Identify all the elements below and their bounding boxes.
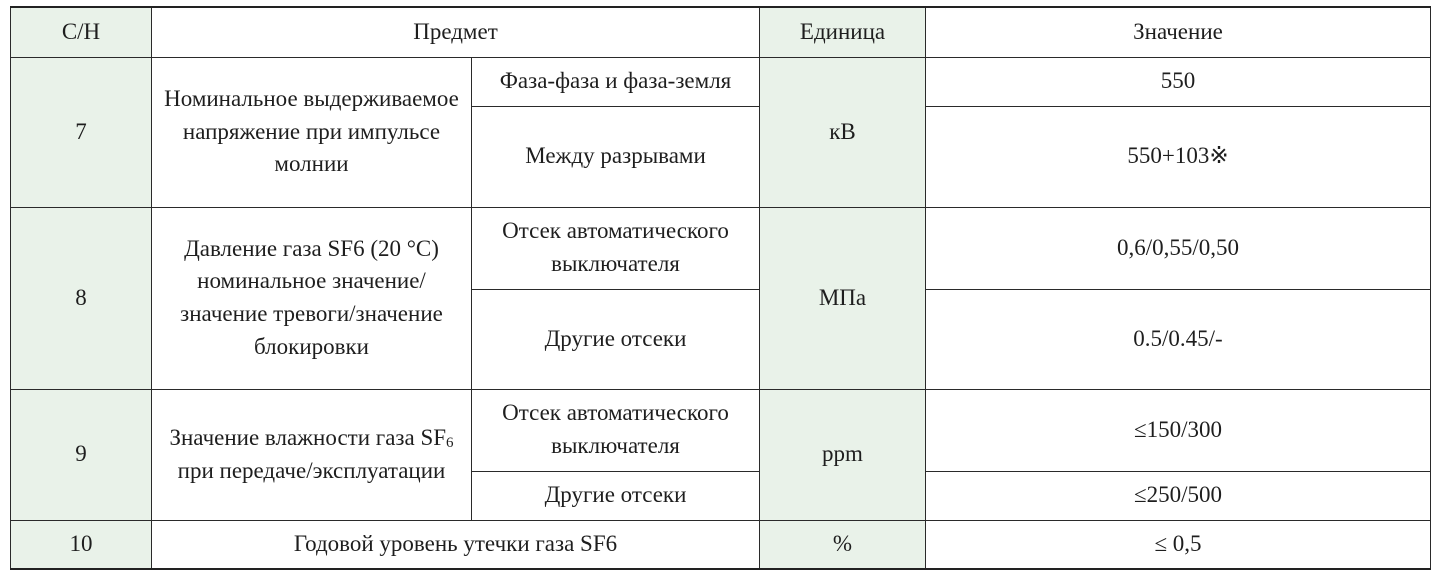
row-value: 550 [926,57,1431,106]
row-unit: % [760,520,926,569]
row-subitem: Другие отсеки [472,289,760,389]
table-row [11,520,1431,569]
table-row [11,207,1431,289]
row-subitem: Отсек автоматического выключателя [472,389,760,471]
row-value: ≤ 0,5 [926,520,1431,569]
row-item-text-tail: при передаче/эксплуатации [177,457,446,483]
header-row [11,7,1431,57]
row-item [152,389,472,520]
header-sn: С/Н [11,7,152,57]
row-unit: ppm [760,389,926,520]
row-unit: кВ [760,57,926,207]
row-item: Давление газа SF6 (20 °C) номинальное значение/значение тревоги/значение блокировки [152,207,472,389]
row-value: 0.5/0.45/- [926,289,1431,389]
spec-table-container [10,6,1431,570]
row-subitem: Отсек автоматического выключателя [472,207,760,289]
row-value: 0,6/0,55/0,50 [926,207,1431,289]
table-row [11,57,1431,106]
row-item-text: Значение влажности газа SF [169,424,447,450]
row-value: ≤150/300 [926,389,1431,471]
row-sn: 7 [11,57,152,207]
header-value: Значение [926,7,1431,57]
row-sn: 10 [11,520,152,569]
row-subitem: Другие отсеки [472,471,760,520]
header-item: Предмет [152,7,760,57]
row-value: 550+103※ [926,106,1431,207]
row-sn: 8 [11,207,152,389]
header-unit: Единица [760,7,926,57]
row-sn: 9 [11,389,152,520]
row-item-subscript: 6 [446,434,454,451]
row-subitem: Фаза-фаза и фаза-земля [472,57,760,106]
row-value: ≤250/500 [926,471,1431,520]
row-item: Годовой уровень утечки газа SF6 [152,520,760,569]
table-row [11,389,1431,471]
row-unit: МПа [760,207,926,389]
spec-table [10,6,1431,570]
row-item: Номинальное выдерживаемое напряжение при импульсе молнии [152,57,472,207]
row-subitem: Между разрывами [472,106,760,207]
